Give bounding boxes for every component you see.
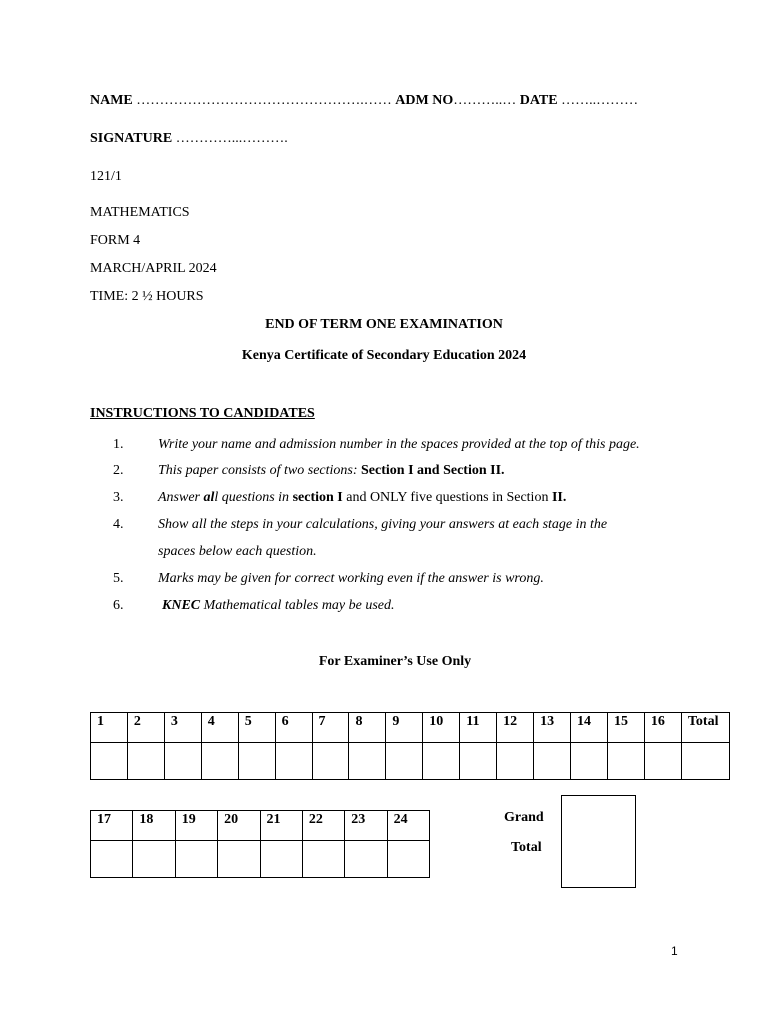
mark-cell[interactable]	[349, 743, 386, 780]
instruction-text-part: Answer	[158, 490, 204, 505]
mark-cell[interactable]	[175, 841, 217, 878]
question-number-cell: 5	[238, 713, 275, 743]
instruction-text: Marks may be given for correct working even if the answer is wrong.	[158, 571, 544, 586]
question-number-cell: 17	[91, 811, 133, 841]
examiner-heading: For Examiner’s Use Only	[318, 654, 472, 669]
mark-cell[interactable]	[497, 743, 534, 780]
name-blank[interactable]: ………………………………………….……	[136, 93, 392, 108]
name-label: NAME	[90, 93, 133, 108]
question-number-cell: 24	[387, 811, 429, 841]
instruction-text-part: This paper consists of two sections:	[158, 463, 362, 478]
mark-cell[interactable]	[275, 743, 312, 780]
instruction-number: 5.	[113, 571, 124, 586]
exam-period: MARCH/APRIL 2024	[90, 261, 217, 276]
signature-line	[90, 131, 288, 147]
mark-cell[interactable]	[218, 841, 260, 878]
adm-no-label: ADM NO	[395, 93, 454, 108]
instruction-text-part: and ONLY five questions in Section	[342, 490, 552, 505]
instruction-number: 4.	[113, 517, 124, 532]
adm-no-blank[interactable]: ………..…	[453, 93, 517, 108]
mark-cell[interactable]	[91, 743, 128, 780]
question-number-cell: 2	[127, 713, 164, 743]
question-number-cell: 4	[201, 713, 238, 743]
mark-cell[interactable]	[345, 841, 387, 878]
instruction-text-part: l questions in	[214, 490, 293, 505]
score-table-marks-row	[91, 841, 430, 878]
time-allowed: TIME: 2 ½ HOURS	[90, 289, 204, 304]
total-mark-cell[interactable]	[681, 743, 729, 780]
date-label: DATE	[519, 93, 558, 108]
mark-cell[interactable]	[644, 743, 681, 780]
instruction-text	[158, 463, 505, 479]
question-number-cell: 23	[345, 811, 387, 841]
signature-label: SIGNATURE	[90, 131, 173, 146]
question-number-cell: 1	[91, 713, 128, 743]
question-number-cell: 10	[423, 713, 460, 743]
instruction-text-part: KNEC	[162, 598, 201, 613]
mark-cell[interactable]	[312, 743, 349, 780]
question-number-cell: 18	[133, 811, 175, 841]
form: FORM 4	[90, 233, 141, 248]
instruction-text: Show all the steps in your calculations, giving your answers at each stage in the	[158, 517, 608, 532]
subject: MATHEMATICS	[90, 205, 190, 220]
page-number: 1	[671, 944, 678, 958]
paper-code: 121/1	[90, 169, 122, 184]
mark-cell[interactable]	[387, 841, 429, 878]
date-blank[interactable]: ……..………	[561, 93, 639, 108]
mark-cell[interactable]	[534, 743, 571, 780]
name-line	[90, 93, 638, 109]
instruction-text-part: Mathematical tables may be used.	[200, 598, 395, 613]
mark-cell[interactable]	[164, 743, 201, 780]
mark-cell[interactable]	[607, 743, 644, 780]
instruction-text-part: II.	[551, 490, 567, 505]
question-number-cell: 11	[460, 713, 497, 743]
mark-cell[interactable]	[460, 743, 497, 780]
mark-cell[interactable]	[571, 743, 608, 780]
question-number-cell: 7	[312, 713, 349, 743]
signature-blank[interactable]: …………...……….	[175, 131, 288, 146]
score-table-header-row	[91, 811, 430, 841]
instruction-text	[158, 490, 566, 506]
mark-cell[interactable]	[201, 743, 238, 780]
question-number-cell: 9	[386, 713, 423, 743]
question-number-cell: 15	[607, 713, 644, 743]
instruction-text-part: al	[203, 490, 215, 505]
question-number-cell: 3	[164, 713, 201, 743]
score-table-1	[90, 712, 730, 780]
question-number-cell: 22	[302, 811, 344, 841]
question-number-cell: 13	[534, 713, 571, 743]
instruction-text-continued: spaces below each question.	[158, 544, 317, 559]
question-number-cell: 14	[571, 713, 608, 743]
score-table-header-row	[91, 713, 730, 743]
instruction-text: Write your name and admission number in the spaces provided at the top of this page.	[158, 437, 640, 452]
question-number-cell: 16	[644, 713, 681, 743]
question-number-cell: 20	[218, 811, 260, 841]
mark-cell[interactable]	[423, 743, 460, 780]
instructions-heading: INSTRUCTIONS TO CANDIDATES	[90, 406, 315, 421]
instruction-number: 1.	[113, 437, 124, 452]
mark-cell[interactable]	[91, 841, 133, 878]
mark-cell[interactable]	[386, 743, 423, 780]
score-table-2	[90, 810, 430, 878]
instruction-text	[162, 598, 395, 614]
instruction-number: 3.	[113, 490, 124, 505]
question-number-cell: 21	[260, 811, 302, 841]
instruction-text-part: section I	[292, 490, 343, 505]
instruction-number: 2.	[113, 463, 124, 478]
mark-cell[interactable]	[238, 743, 275, 780]
mark-cell[interactable]	[260, 841, 302, 878]
instruction-number: 6.	[113, 598, 124, 613]
instruction-text-part: Section I and Section II.	[361, 463, 505, 478]
question-number-cell: 8	[349, 713, 386, 743]
score-table-marks-row	[91, 743, 730, 780]
mark-cell[interactable]	[133, 841, 175, 878]
question-number-cell: 6	[275, 713, 312, 743]
exam-title: END OF TERM ONE EXAMINATION	[265, 317, 503, 332]
question-number-cell: 19	[175, 811, 217, 841]
exam-subtitle: Kenya Certificate of Secondary Education 2024	[241, 348, 527, 363]
total-header-cell: Total	[681, 713, 729, 743]
mark-cell[interactable]	[127, 743, 164, 780]
grand-total-label-2: Total	[511, 840, 542, 855]
grand-total-box[interactable]	[561, 795, 636, 888]
question-number-cell: 12	[497, 713, 534, 743]
grand-total-label: Grand	[504, 810, 544, 825]
mark-cell[interactable]	[302, 841, 344, 878]
